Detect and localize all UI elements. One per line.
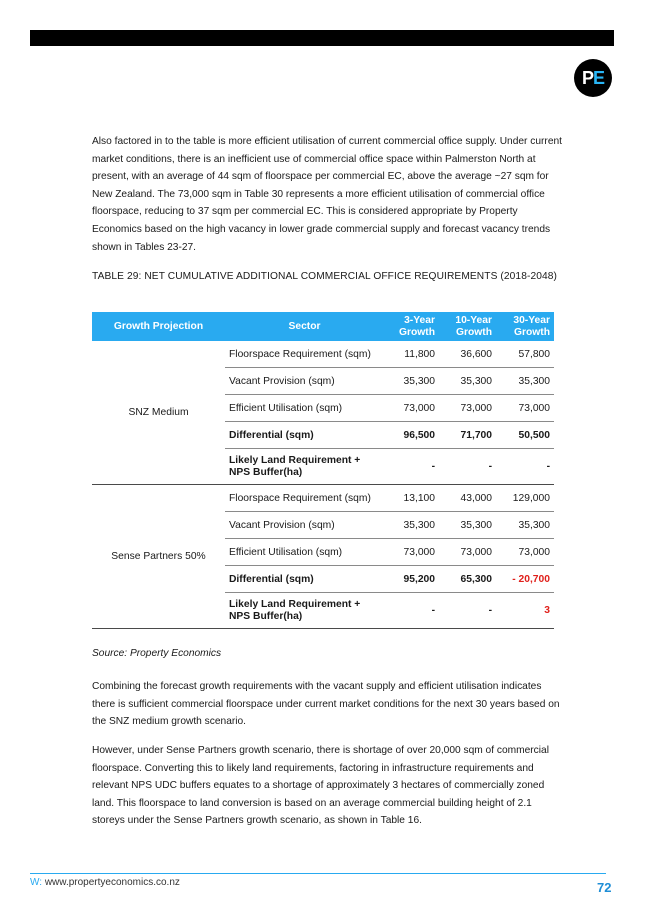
sector-cell: Differential (sqm) bbox=[225, 566, 384, 593]
value-10yr: 65,300 bbox=[439, 566, 496, 593]
value-10yr: 73,000 bbox=[439, 539, 496, 566]
table-row bbox=[92, 485, 554, 512]
footer-web-link[interactable]: www.propertyeconomics.co.nz bbox=[44, 877, 180, 888]
footer-divider bbox=[30, 873, 606, 874]
value-30yr-shortage: 3 bbox=[496, 593, 554, 629]
header-growth-projection: Growth Projection bbox=[92, 312, 225, 341]
value-3yr: - bbox=[384, 449, 439, 485]
value-30yr: 35,300 bbox=[496, 512, 554, 539]
sector-cell: Floorspace Requirement (sqm) bbox=[225, 341, 384, 368]
header-10-year: 10-Year Growth bbox=[439, 312, 496, 341]
value-3yr: 96,500 bbox=[384, 422, 439, 449]
footer-website bbox=[30, 877, 180, 888]
header-30-year: 30-Year Growth bbox=[496, 312, 554, 341]
value-3yr: 73,000 bbox=[384, 395, 439, 422]
value-30yr: 73,000 bbox=[496, 395, 554, 422]
body-paragraph-sufficiency: Combining the forecast growth requirements with the vacant supply and efficient utilisation indicates there is sufficient commercial floorspace under current market conditions for the next 30 years based on the SNZ medium growth scenario. bbox=[92, 681, 560, 728]
requirements-table bbox=[92, 312, 554, 629]
footer-web-label: W: bbox=[30, 877, 43, 888]
table-source: Source: Property Economics bbox=[92, 648, 222, 659]
value-30yr: 57,800 bbox=[496, 341, 554, 368]
value-30yr: 129,000 bbox=[496, 485, 554, 512]
page-number: 72 bbox=[597, 880, 612, 895]
value-3yr: - bbox=[384, 593, 439, 629]
value-3yr: 35,300 bbox=[384, 368, 439, 395]
sector-cell: Likely Land Requirement + NPS Buffer(ha) bbox=[225, 593, 384, 629]
sector-cell: Floorspace Requirement (sqm) bbox=[225, 485, 384, 512]
value-30yr-negative: - 20,700 bbox=[496, 566, 554, 593]
growth-projection-cell: SNZ Medium bbox=[92, 341, 225, 485]
value-10yr: 35,300 bbox=[439, 368, 496, 395]
sector-cell: Vacant Provision (sqm) bbox=[225, 368, 384, 395]
value-30yr: 50,500 bbox=[496, 422, 554, 449]
growth-projection-cell: Sense Partners 50% bbox=[92, 485, 225, 629]
logo-letter-p: P bbox=[581, 67, 593, 88]
value-3yr: 35,300 bbox=[384, 512, 439, 539]
header-bar bbox=[30, 30, 614, 46]
value-3yr: 11,800 bbox=[384, 341, 439, 368]
table-caption: TABLE 29: NET CUMULATIVE ADDITIONAL COMMERCIAL OFFICE REQUIREMENTS (2018-2048) bbox=[92, 271, 558, 282]
company-logo bbox=[574, 59, 612, 97]
value-10yr: 43,000 bbox=[439, 485, 496, 512]
sector-cell: Efficient Utilisation (sqm) bbox=[225, 539, 384, 566]
value-3yr: 73,000 bbox=[384, 539, 439, 566]
value-3yr: 95,200 bbox=[384, 566, 439, 593]
logo-letter-e: E bbox=[593, 67, 605, 88]
value-10yr: 71,700 bbox=[439, 422, 496, 449]
value-10yr: - bbox=[439, 593, 496, 629]
table-header-row bbox=[92, 312, 554, 341]
value-3yr: 13,100 bbox=[384, 485, 439, 512]
sector-cell: Likely Land Requirement + NPS Buffer(ha) bbox=[225, 449, 384, 485]
intro-paragraph: Also factored in to the table is more efficient utilisation of current commercial office supply. Under current market conditions, there is an inefficient use of commercial office space within Palmerston North at present, with an average of 44 sqm of floorspace per commercial EC, above the average ~27 sqm for New Zealand. The 73,000 sqm in Table 30 represents a more efficient utilisation of commercial office floorspace, reducing to 37 sqm per commercial EC. This is considered appropriate by Property Economics based on the high vacancy in lower grade commercial supply and forecast vacancy trends shown in Tables 23-27. bbox=[92, 136, 562, 253]
sector-cell: Efficient Utilisation (sqm) bbox=[225, 395, 384, 422]
value-10yr: 35,300 bbox=[439, 512, 496, 539]
value-30yr: 35,300 bbox=[496, 368, 554, 395]
header-3-year: 3-Year Growth bbox=[384, 312, 439, 341]
value-10yr: 73,000 bbox=[439, 395, 496, 422]
value-10yr: - bbox=[439, 449, 496, 485]
header-sector: Sector bbox=[225, 312, 384, 341]
table-row bbox=[92, 341, 554, 368]
body-paragraph-shortage: However, under Sense Partners growth scenario, there is shortage of over 20,000 sqm of commercial floorspace. Converting this to likely land requirements, factoring in infrastructure requirements and relevant NPS UDC buffers equates to a shortage of approximately 3 hectares of commercially zoned land. This floorspace to land conversion is based on an average commercial building height of 2.1 storeys under the Sense Partners growth scenario, as shown in Table 16. bbox=[92, 745, 549, 827]
sector-cell: Differential (sqm) bbox=[225, 422, 384, 449]
value-10yr: 36,600 bbox=[439, 341, 496, 368]
value-30yr: 73,000 bbox=[496, 539, 554, 566]
sector-cell: Vacant Provision (sqm) bbox=[225, 512, 384, 539]
value-30yr: - bbox=[496, 449, 554, 485]
